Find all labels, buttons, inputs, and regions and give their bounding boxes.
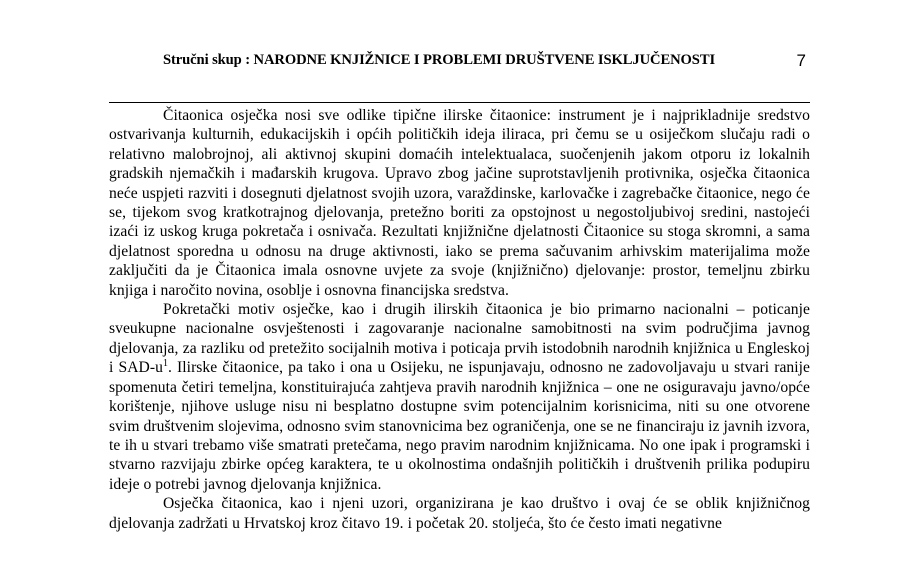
paragraph-3: Osječka čitaonica, kao i njeni uzori, organizirana je kao društvo i ovaj će se oblik knjižničnog djelovanja zadržati u Hrvatskoj kroz čitavo 19. i početak 20. stoljeća, što će često imati negativne xyxy=(109,495,810,532)
paragraph-1: Čitaonica osječka nosi sve odlike tipične ilirske čitaonice: instrument je i najprikladnije sredstvo ostvarivanja kulturnih, edukacijskih i općih političkih ideja iliraca, pri čemu se u osiječkom slučaju radi o relativno malobrojnoj, ali aktivnoj skupini domaćih intelektualaca, suočenjenih jakom otporu iz lokalnih gradskih njemačkih i mađarskih krugova. Upravo zbog jačine suprotstavljenih protivnika, osječka čitaonica neće uspjeti razviti i dosegnuti djelatnost svojih uzora, varaždinske, karlovačke i zagrebačke čitaonice, nego će se, tijekom svog kratkotrajnog djelovanja, pretežno boriti za opstojnost u negostoljubivoj sredini, nastojeći izaći iz uskog kruga pokretača i osnivača. Rezultati knjižnične djelatnosti Čitaonice su stoga skromni, a sama djelatnost sporedna u odnosu na druge aktivnosti, iako se prema sačuvanim arhivskim materijalima može zaključiti da je Čitaonica imala osnovne uvjete za svoje (knjižnično) djelovanje: prostor, temeljnu zbirku knjiga i naročito novina, osoblje i osnovna financijska sredstva. xyxy=(109,107,810,299)
page-number: 7 xyxy=(796,51,806,70)
paragraph-2 xyxy=(109,300,810,494)
page-header xyxy=(163,52,813,76)
paragraph-2-text-before-note: Pokretački motiv osječke, kao i drugih ilirskih čitaonica je bio primarno nacionalni – poticanje sveukupne nacionalne osvještenosti i zagovaranje nacionalne samobitnosti na svim područjima javnog djelovanja, za razliku od pretežito socijalnih motiva i poticaja prvih istodobnih narodnih knjižnica u Engleskoj i SAD-u xyxy=(109,301,810,377)
paragraph-2-text-after-note: . Ilirske čitaonice, pa tako i ona u Osijeku, ne ispunjavaju, odnosno ne zadovoljavaju u stvari ranije spomenuta četiri temeljna, konstituirajuća zahtjeva pravih narodnih knjižnica – one ne osiguravaju javno/opće korištenje, njihove usluge nisu ni besplatno dostupne svim potencijalnim korisnicima, niti su one otvorene svim društvenim slojevima, odnosno svim stanovnicima bez ograničenja, one se ne financiraju iz javnih izvora, te ih u stvari trebamo više smatrati pretečama, nego pravim narodnim knjižnicama. No one ipak i programski i stvarno razvijaju zbirke općeg karaktera, te u okolnostima ondašnjih političkih i društvenih prilika podupiru ideje o potrebi javnog djelovanja knjižnica. xyxy=(109,359,811,493)
header-title: Stručni skup : NARODNE KNJIŽNICE I PROBLEMI DRUŠTVENE ISKLJUČENOSTI xyxy=(163,52,716,68)
body-text xyxy=(109,106,810,533)
header-divider xyxy=(109,102,810,103)
footnote-reference[interactable]: 1 xyxy=(162,358,168,370)
